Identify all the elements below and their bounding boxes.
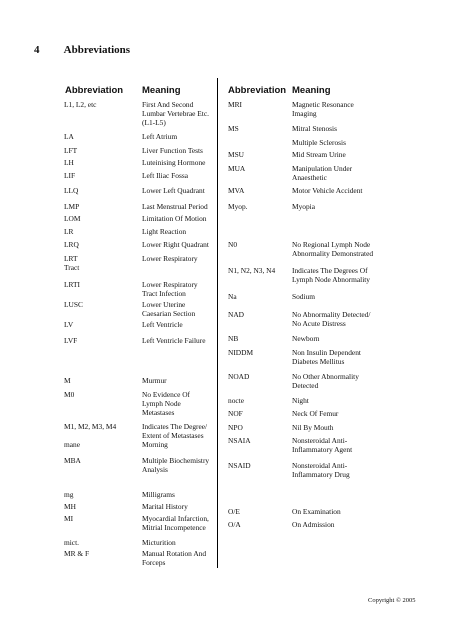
abbreviation-meaning: Magnetic Resonance Imaging [292, 100, 354, 118]
abbreviation-meaning: Neck Of Femur [292, 409, 339, 418]
page-title: Abbreviations [63, 44, 131, 56]
abbreviation-term: MR & F [64, 549, 90, 558]
abbreviation-meaning: Night [292, 396, 309, 405]
abbreviation-term: MH [64, 502, 76, 511]
abbreviation-meaning: On Examination [292, 507, 341, 516]
abbreviation-term: M0 [64, 390, 75, 399]
abbreviation-meaning: First And Second Lumbar Vertebrae Etc. (L1-L5) [142, 100, 209, 127]
abbreviation-term: LIF [64, 171, 76, 180]
abbreviation-meaning: No Regional Lymph Node Abnormality Demonstrated [292, 240, 374, 258]
abbreviation-term: mg [64, 490, 74, 499]
abbreviation-term: LLQ [64, 186, 79, 195]
abbreviation-meaning: Manipulation Under Anaesthetic [292, 164, 353, 182]
abbreviation-meaning: Indicates The Degrees Of Lymph Node Abnormality [292, 266, 371, 284]
abbreviation-term: N1, N2, N3, N4 [228, 266, 276, 275]
copyright-footer: Copyright © 2005 [368, 597, 416, 604]
abbreviation-meaning: Motor Vehicle Accident [292, 186, 363, 195]
abbreviation-term: LRTI [64, 280, 80, 289]
abbreviation-meaning: Marital History [142, 502, 188, 511]
abbreviation-term: MS [228, 124, 239, 133]
abbreviation-meaning: No Abnormality Detected/ No Acute Distress [292, 310, 371, 328]
abbreviation-meaning: Mitral Stenosis [292, 124, 337, 133]
abbreviation-term: MSU [228, 150, 245, 159]
abbreviation-meaning: No Evidence Of Lymph Node Metastases [142, 390, 191, 417]
abbreviation-meaning: Left Iliac Fossa [142, 171, 188, 180]
abbreviation-term: LMP [64, 202, 80, 211]
abbreviation-term: NB [228, 334, 239, 343]
abbreviation-meaning: Milligrams [142, 490, 175, 499]
abbreviation-term: LR [64, 227, 74, 236]
abbreviation-term: NOF [228, 409, 243, 418]
abbreviation-meaning: On Admission [292, 520, 335, 529]
abbreviation-meaning: Limitation Of Motion [142, 214, 207, 223]
right-meaning-header: Meaning [292, 85, 331, 96]
abbreviation-term: LVF [64, 336, 78, 345]
abbreviation-term: NIDDM [228, 348, 254, 357]
right-abbreviation-header: Abbreviation [228, 85, 287, 96]
abbreviation-term: LH [64, 158, 74, 167]
abbreviation-meaning: Sodium [292, 292, 315, 301]
abbreviation-meaning: Indicates The Degree/ Extent of Metastases [142, 422, 208, 440]
page-header [34, 44, 130, 56]
abbreviation-term: M1, M2, M3, M4 [64, 422, 117, 431]
abbreviation-meaning: Myopia [292, 202, 315, 211]
abbreviation-meaning: Liver Function Tests [142, 146, 203, 155]
abbreviation-meaning: Left Atrium [142, 132, 178, 141]
abbreviation-term: N0 [228, 240, 238, 249]
abbreviation-term: LRT Tract [64, 254, 80, 272]
abbreviation-term: LV [64, 320, 74, 329]
abbreviation-meaning: Nonsteroidal Anti- Inflammatory Drug [292, 461, 350, 479]
abbreviation-term: LFT [64, 146, 78, 155]
abbreviation-meaning: Micturition [142, 538, 176, 547]
abbreviation-meaning: Lower Respiratory [142, 254, 198, 263]
abbreviation-meaning: Lower Uterine Caesarian Section [142, 300, 196, 318]
abbreviation-term: L1, L2, etc [64, 100, 97, 109]
abbreviation-term: MUA [228, 164, 246, 173]
abbreviation-term: Na [228, 292, 237, 301]
abbreviation-meaning: Mid Stream Urine [292, 150, 346, 159]
abbreviation-meaning: Nonsteroidal Anti- Inflammatory Agent [292, 436, 353, 454]
abbreviation-term: MRI [228, 100, 242, 109]
abbreviation-term: nocte [228, 396, 245, 405]
abbreviation-term: LA [64, 132, 74, 141]
abbreviation-meaning: Left Ventricle Failure [142, 336, 206, 345]
abbreviation-term: LUSC [64, 300, 83, 309]
abbreviation-term: NAD [228, 310, 245, 319]
abbreviation-meaning: Newborn [292, 334, 320, 343]
abbreviation-meaning: Lower Left Quadrant [142, 186, 205, 195]
abbreviation-meaning: Non Insulin Dependent Diabetes Mellitus [292, 348, 361, 366]
abbreviation-term: NSAID [228, 461, 251, 470]
abbreviation-term: LOM [64, 214, 81, 223]
abbreviation-meaning: Multiple Sclerosis [292, 138, 346, 147]
left-abbreviation-header: Abbreviation [65, 85, 124, 96]
abbreviation-meaning: Light Reaction [142, 227, 187, 236]
abbreviation-meaning: Lower Right Quadrant [142, 240, 209, 249]
abbreviation-meaning: No Other Abnormality Detected [292, 372, 359, 390]
abbreviation-term: MI [64, 514, 74, 523]
abbreviation-meaning: Murmur [142, 376, 167, 385]
abbreviation-term: Myop. [228, 202, 248, 211]
abbreviation-meaning: Lower Respiratory Tract Infection [142, 280, 198, 298]
page-number: 4 [34, 44, 40, 56]
abbreviation-term: M [64, 376, 71, 385]
abbreviation-term: LRQ [64, 240, 79, 249]
abbreviation-meaning: Nil By Mouth [292, 423, 334, 432]
abbreviation-meaning: Multiple Biochemistry Analysis [142, 456, 210, 474]
abbreviation-term: MBA [64, 456, 81, 465]
abbreviation-meaning: Last Menstrual Period [142, 202, 208, 211]
abbreviation-term: mane [64, 440, 81, 449]
abbreviation-meaning: Left Ventricle [142, 320, 183, 329]
abbreviation-term: O/E [228, 507, 240, 516]
abbreviation-term: NPO [228, 423, 243, 432]
abbreviation-term: mict. [64, 538, 79, 547]
abbreviation-term: NSAIA [228, 436, 251, 445]
abbreviation-meaning: Manual Rotation And Forceps [142, 549, 207, 567]
abbreviation-meaning: Myocardial Infarction, Mitrial Incompetence [142, 514, 209, 532]
abbreviation-meaning: Luteinising Hormone [142, 158, 206, 167]
abbreviation-meaning: Morning [142, 440, 168, 449]
left-meaning-header: Meaning [142, 85, 181, 96]
abbreviation-term: MVA [228, 186, 245, 195]
abbreviation-term: NOAD [228, 372, 250, 381]
abbreviation-term: O/A [228, 520, 241, 529]
